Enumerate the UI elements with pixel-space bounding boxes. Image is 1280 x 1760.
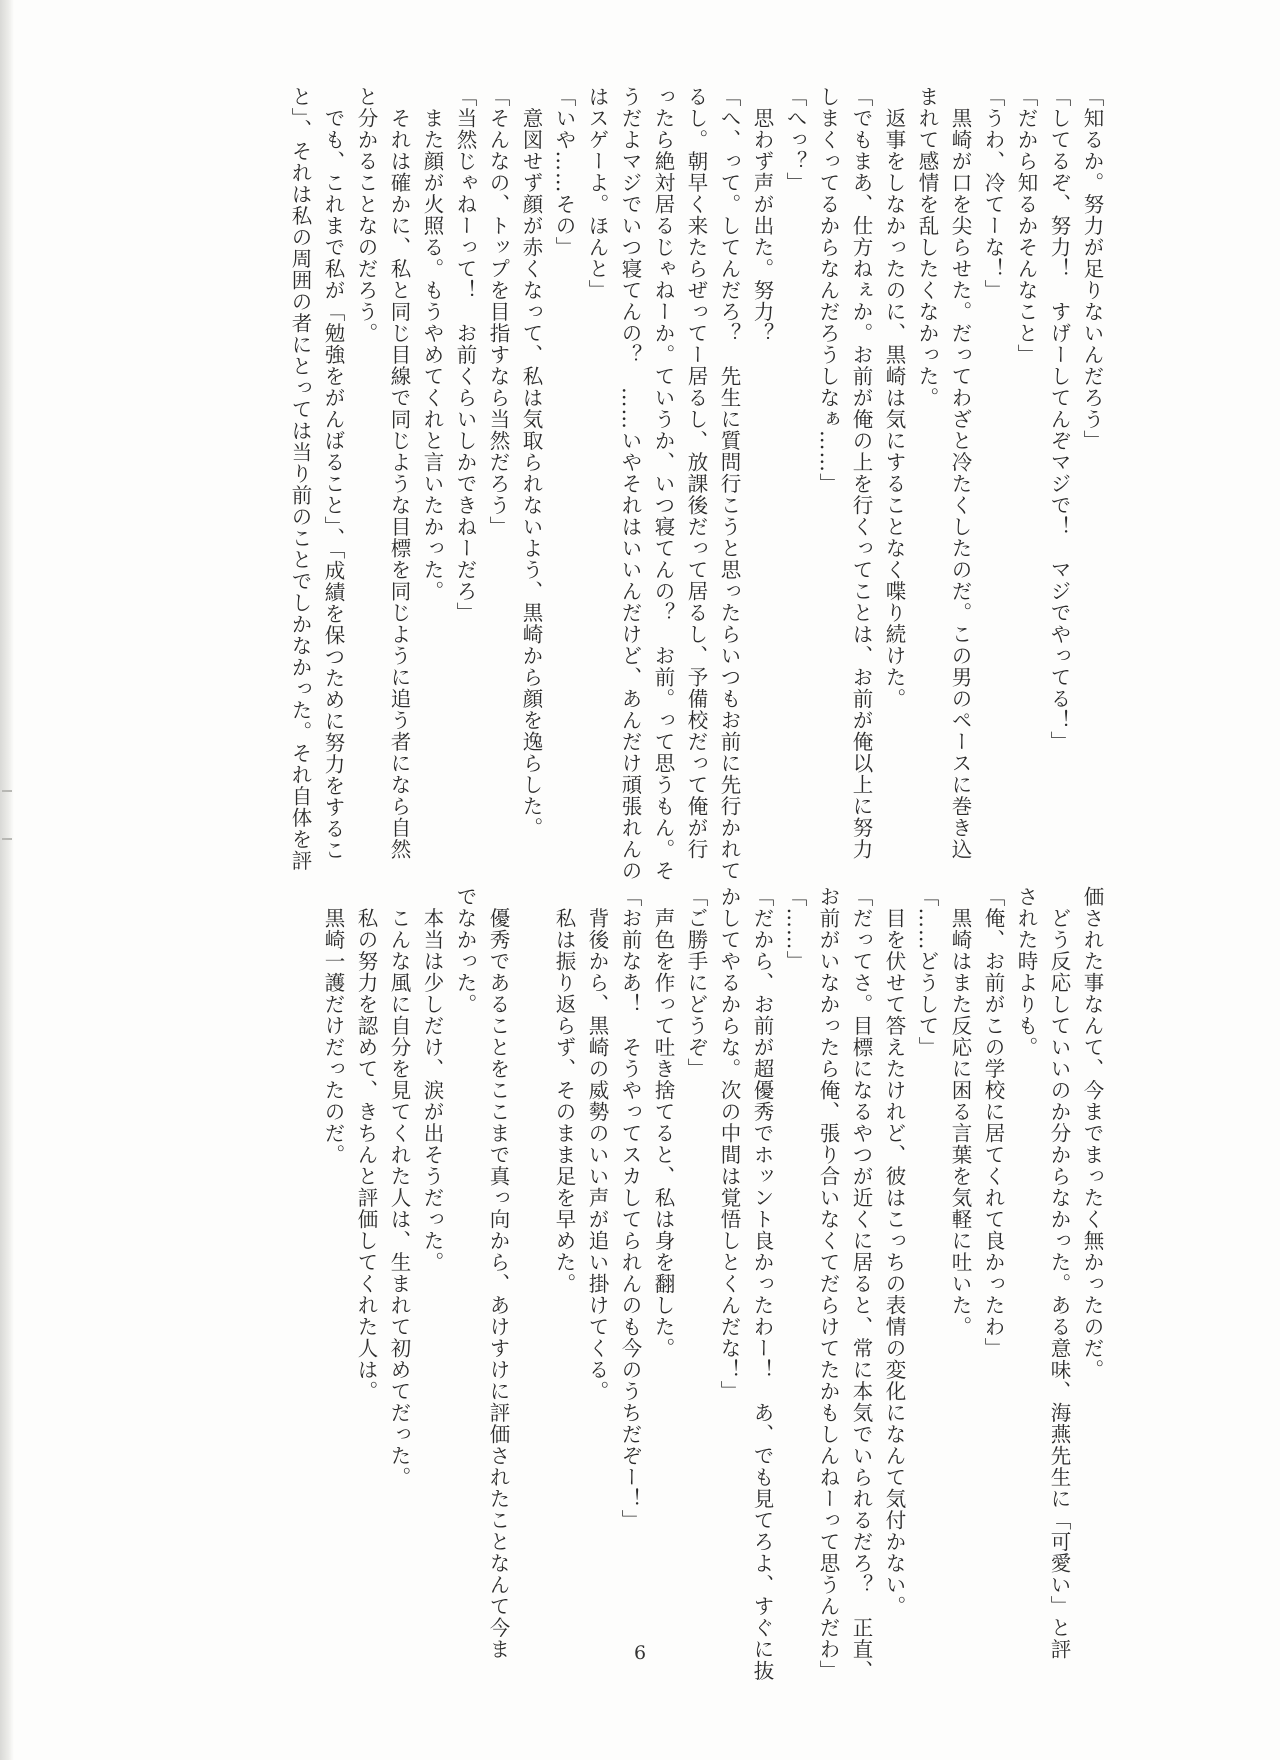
- text-line: 「だから知るかそんなこと」: [1014, 86, 1038, 366]
- text-line: 目を伏せて答えたけれど、彼はこっちの表情の変化になんて気付かない。: [882, 886, 906, 1617]
- text-line: 「へっ？」: [783, 86, 807, 194]
- text-line: 「いや……その」: [552, 86, 576, 258]
- text-line: 黒崎一護だけだったのだ。: [321, 886, 345, 1166]
- text-line: でなかった。: [453, 886, 477, 1015]
- text-line: 黒崎が口を尖らせた。だってわざと冷たくしたのだ。この男のペースに巻き込: [948, 86, 972, 860]
- text-line: [514, 886, 547, 1526]
- text-line: 私の努力を認めて、きちんと評価してくれた人は。: [354, 886, 378, 1402]
- text-block-lower: [108, 886, 1108, 1682]
- text-line: るし。朝早く来たらぜってー居るし、放課後だって居るし、予備校だって俺が行: [684, 86, 708, 860]
- text-line: 優秀であることをここまで真っ向から、あけすけに評価されたことなんて今ま: [486, 886, 510, 1660]
- text-line: 背後から、黒崎の威勢のいい声が追い掛けてくる。: [585, 886, 609, 1402]
- text-line: と」、それは私の周囲の者にとっては当り前のことでしかなかった。それ自体を評: [288, 86, 312, 872]
- binding-edge: [0, 0, 14, 1760]
- text-line: 私は振り返らず、そのまま足を早めた。: [552, 886, 576, 1295]
- text-line: かしてやるからな。次の中間は覚悟しとくんだな！」: [717, 886, 741, 1402]
- text-line: ったら絶対居るじゃねーか。ていうか、いつ寝てんの？ お前。って思うもん。そ: [651, 86, 675, 882]
- text-line: まれて感情を乱したくなかった。: [915, 86, 939, 409]
- text-line: 「だってさ。目標になるやつが近くに居ると、常に本気でいられるだろ？ 正直、: [849, 886, 873, 1682]
- page-number: 6: [633, 1642, 647, 1664]
- text-line: でも、これまで私が「勉強をがんばること」、「成績を保つために努力をするこ: [321, 86, 345, 861]
- text-line: 「……どうして」: [915, 886, 939, 1058]
- text-line: はスゲーよ。ほんと」: [585, 86, 609, 301]
- text-line: しまくってるからなんだろうしなぁ……」: [816, 86, 840, 495]
- text-line: 本当は少しだけ、涙が出そうだった。: [420, 886, 444, 1273]
- text-line: 声色を作って吐き捨てると、私は身を翻した。: [651, 886, 675, 1359]
- text-line: 意図せず顔が赤くなって、私は気取られないよう、黒崎から顔を逸らした。: [519, 86, 543, 839]
- text-line: 「だから、お前が超優秀でホッント良かったわー！ あ、でも見てろよ、すぐに抜: [750, 886, 774, 1682]
- text-line: 価された事なんて、今までまったく無かったのだ。: [1080, 886, 1104, 1381]
- text-line: 「……」: [783, 886, 807, 972]
- text-line: 「そんなの、トップを目指すなら当然だろう」: [486, 86, 510, 538]
- text-line: 「でもまあ、仕方ねぇか。お前が俺の上を行くってことは、お前が俺以上に努力: [849, 86, 873, 860]
- text-block-upper: [108, 86, 1108, 882]
- text-line: どう反応していいのか分からなかった。ある意味、海燕先生に「可愛い」と評: [1047, 886, 1071, 1660]
- binding-mark: [2, 838, 12, 840]
- binding-mark: [2, 790, 12, 792]
- text-line: 「知るか。努力が足りないんだろう」: [1080, 86, 1104, 452]
- text-line: 黒崎はまた反応に困る言葉を気軽に吐いた。: [948, 886, 972, 1338]
- text-line: 「俺、お前がこの学校に居てくれて良かったわ」: [981, 886, 1005, 1359]
- text-line: それは確かに、私と同じ目線で同じような目標を同じように追う者になら自然: [387, 86, 411, 860]
- text-line: うだよマジでいつ寝てんの？ ……いやそれはいいんだけど、あんだけ頑張れんの: [618, 86, 642, 882]
- text-line: 「してるぞ、努力！ すげーしてんぞマジで！ マジでやってる！」: [1047, 86, 1071, 753]
- text-line: と分かることなのだろう。: [354, 86, 378, 344]
- text-line: こんな風に自分を見てくれた人は、生まれて初めてだった。: [387, 886, 411, 1488]
- text-line: 「へ、って。してんだろ？ 先生に質問行こうと思ったらいつもお前に先行かれて: [717, 86, 741, 882]
- text-line: 「うわ、冷てーな！」: [981, 86, 1005, 301]
- text-line: また顔が火照る。もうやめてくれと言いたかった。: [420, 86, 444, 602]
- text-line: 「ご勝手にどうぞ」: [684, 886, 708, 1080]
- text-line: 返事をしなかったのに、黒崎は気にすることなく喋り続けた。: [882, 86, 906, 710]
- text-line: 「当然じゃねーって！ お前くらいしかできねーだろ」: [453, 86, 477, 624]
- text-line: お前がいなかったら俺、張り合いなくてだらけてたかもしんねーって思うんだわ」: [816, 886, 840, 1682]
- text-line: された時よりも。: [1014, 886, 1038, 1058]
- text-line: 「お前なあ！ そうやってスカしてられんのも今のうちだぞー！」: [618, 886, 642, 1531]
- text-line: 思わず声が出た。努力？: [750, 86, 774, 344]
